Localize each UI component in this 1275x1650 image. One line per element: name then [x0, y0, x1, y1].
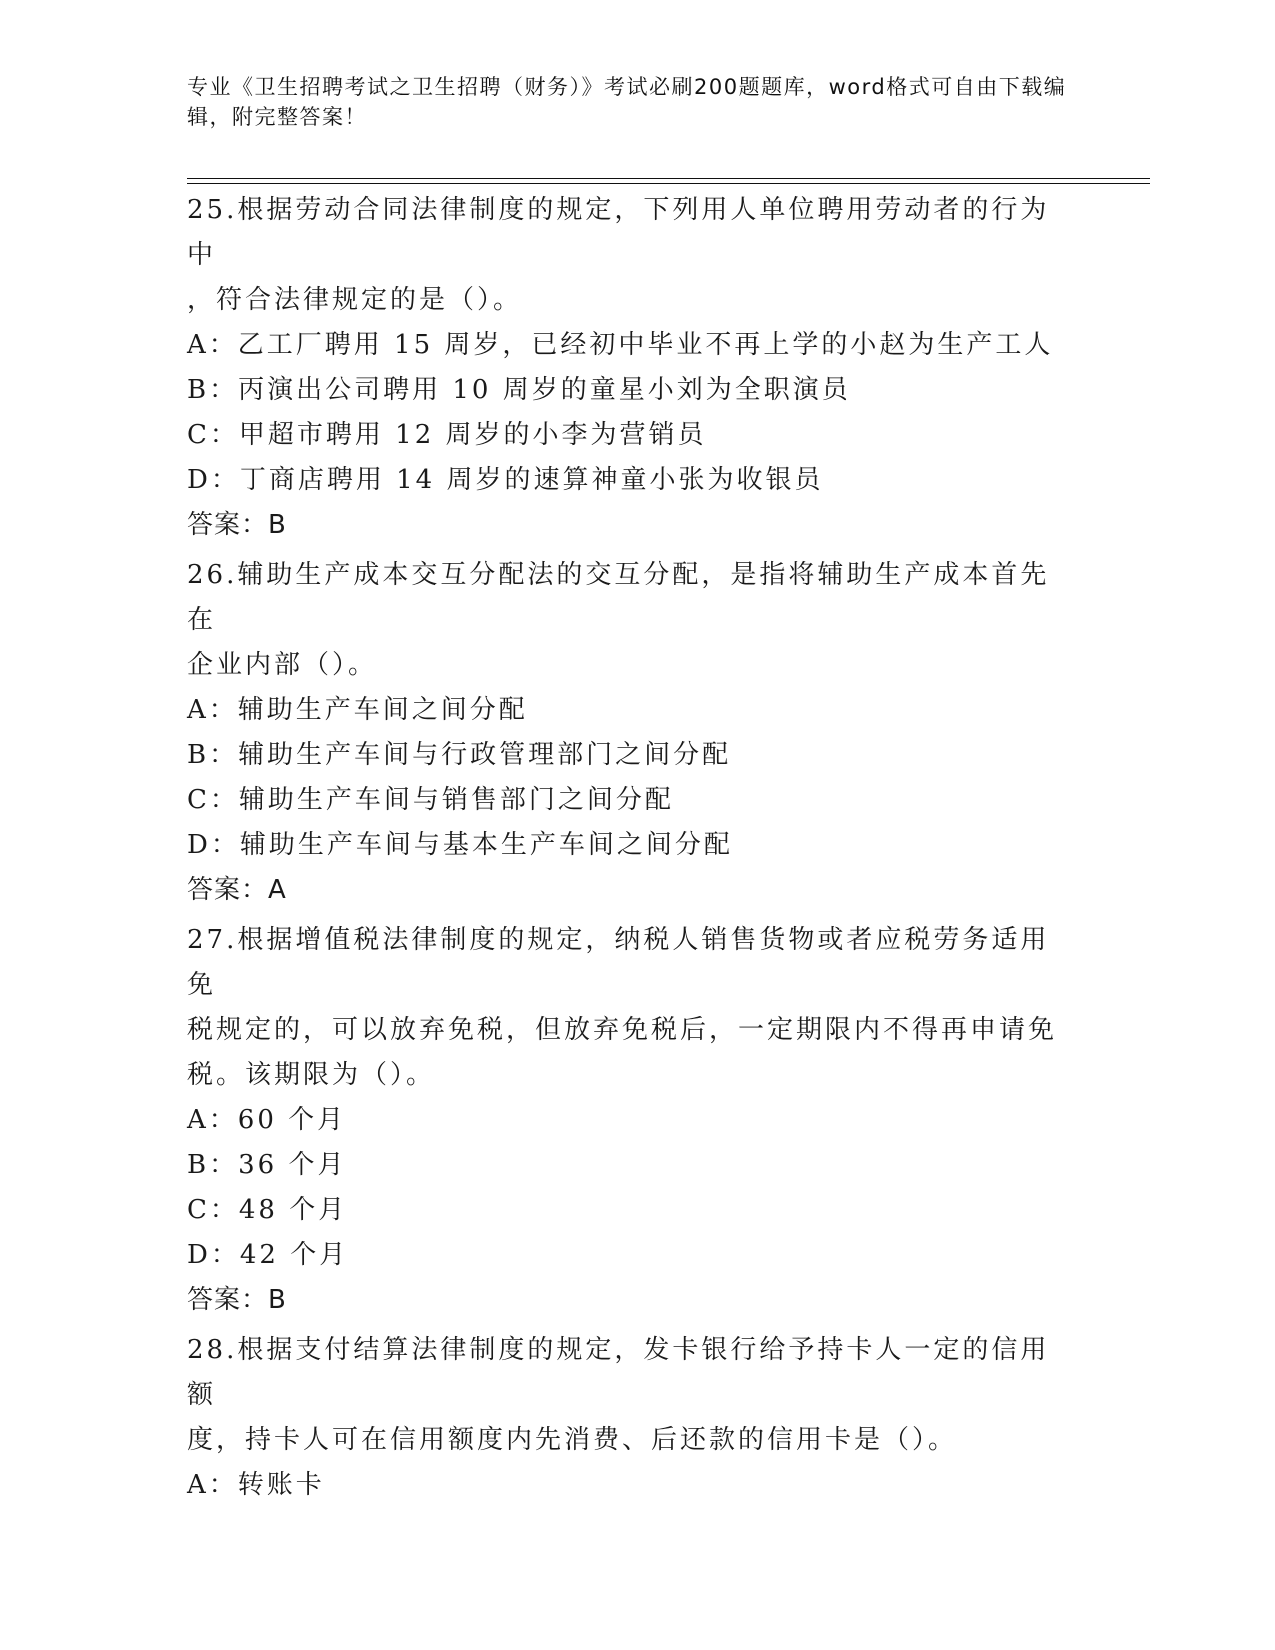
option-a: A：乙工厂聘用 15 周岁，已经初中毕业不再上学的小赵为生产工人 [187, 330, 1054, 360]
question-stem-line: 企业内部（）。 [187, 650, 378, 680]
header-divider-bottom [187, 183, 1150, 184]
question-28 [187, 1328, 1077, 1508]
question-27 [187, 918, 1077, 1323]
option-c: C：48 个月 [187, 1195, 348, 1225]
option-b: B：辅助生产车间与行政管理部门之间分配 [187, 740, 732, 770]
question-26 [187, 553, 1077, 913]
option-b: B：丙演出公司聘用 10 周岁的童星小刘为全职演员 [187, 375, 851, 405]
document-header: 专业《卫生招聘考试之卫生招聘（财务）》考试必刷200题题库，word格式可自由下载编辑，附完整答案！ [187, 75, 1067, 129]
option-d: D：42 个月 [187, 1240, 349, 1270]
option-d: D：丁商店聘用 14 周岁的速算神童小张为收银员 [187, 465, 824, 495]
question-25 [187, 188, 1077, 548]
question-stem-line: 26.辅助生产成本交互分配法的交互分配，是指将辅助生产成本首先在 [187, 560, 1050, 635]
question-stem-line: 税。该期限为（）。 [187, 1060, 436, 1090]
option-a: A：转账卡 [187, 1470, 325, 1500]
option-c: C：辅助生产车间与销售部门之间分配 [187, 785, 674, 815]
option-b: B：36 个月 [187, 1150, 347, 1180]
header-divider-top [187, 178, 1150, 179]
question-stem-line: 28.根据支付结算法律制度的规定，发卡银行给予持卡人一定的信用额 [187, 1335, 1050, 1410]
answer: 答案：B [187, 1285, 287, 1315]
option-a: A：60 个月 [187, 1105, 347, 1135]
option-d: D：辅助生产车间与基本生产车间之间分配 [187, 830, 733, 860]
option-c: C：甲超市聘用 12 周岁的小李为营销员 [187, 420, 707, 450]
question-stem-line: 度，持卡人可在信用额度内先消费、后还款的信用卡是（）。 [187, 1425, 958, 1455]
answer: 答案：B [187, 510, 287, 540]
question-stem-line: ，符合法律规定的是（）。 [187, 285, 523, 315]
answer: 答案：A [187, 875, 287, 905]
question-stem-line: 25.根据劳动合同法律制度的规定，下列用人单位聘用劳动者的行为中 [187, 195, 1050, 270]
question-stem-line: 税规定的，可以放弃免税，但放弃免税后，一定期限内不得再申请免 [187, 1015, 1058, 1045]
option-a: A：辅助生产车间之间分配 [187, 695, 528, 725]
question-stem-line: 27.根据增值税法律制度的规定，纳税人销售货物或者应税劳务适用免 [187, 925, 1050, 1000]
